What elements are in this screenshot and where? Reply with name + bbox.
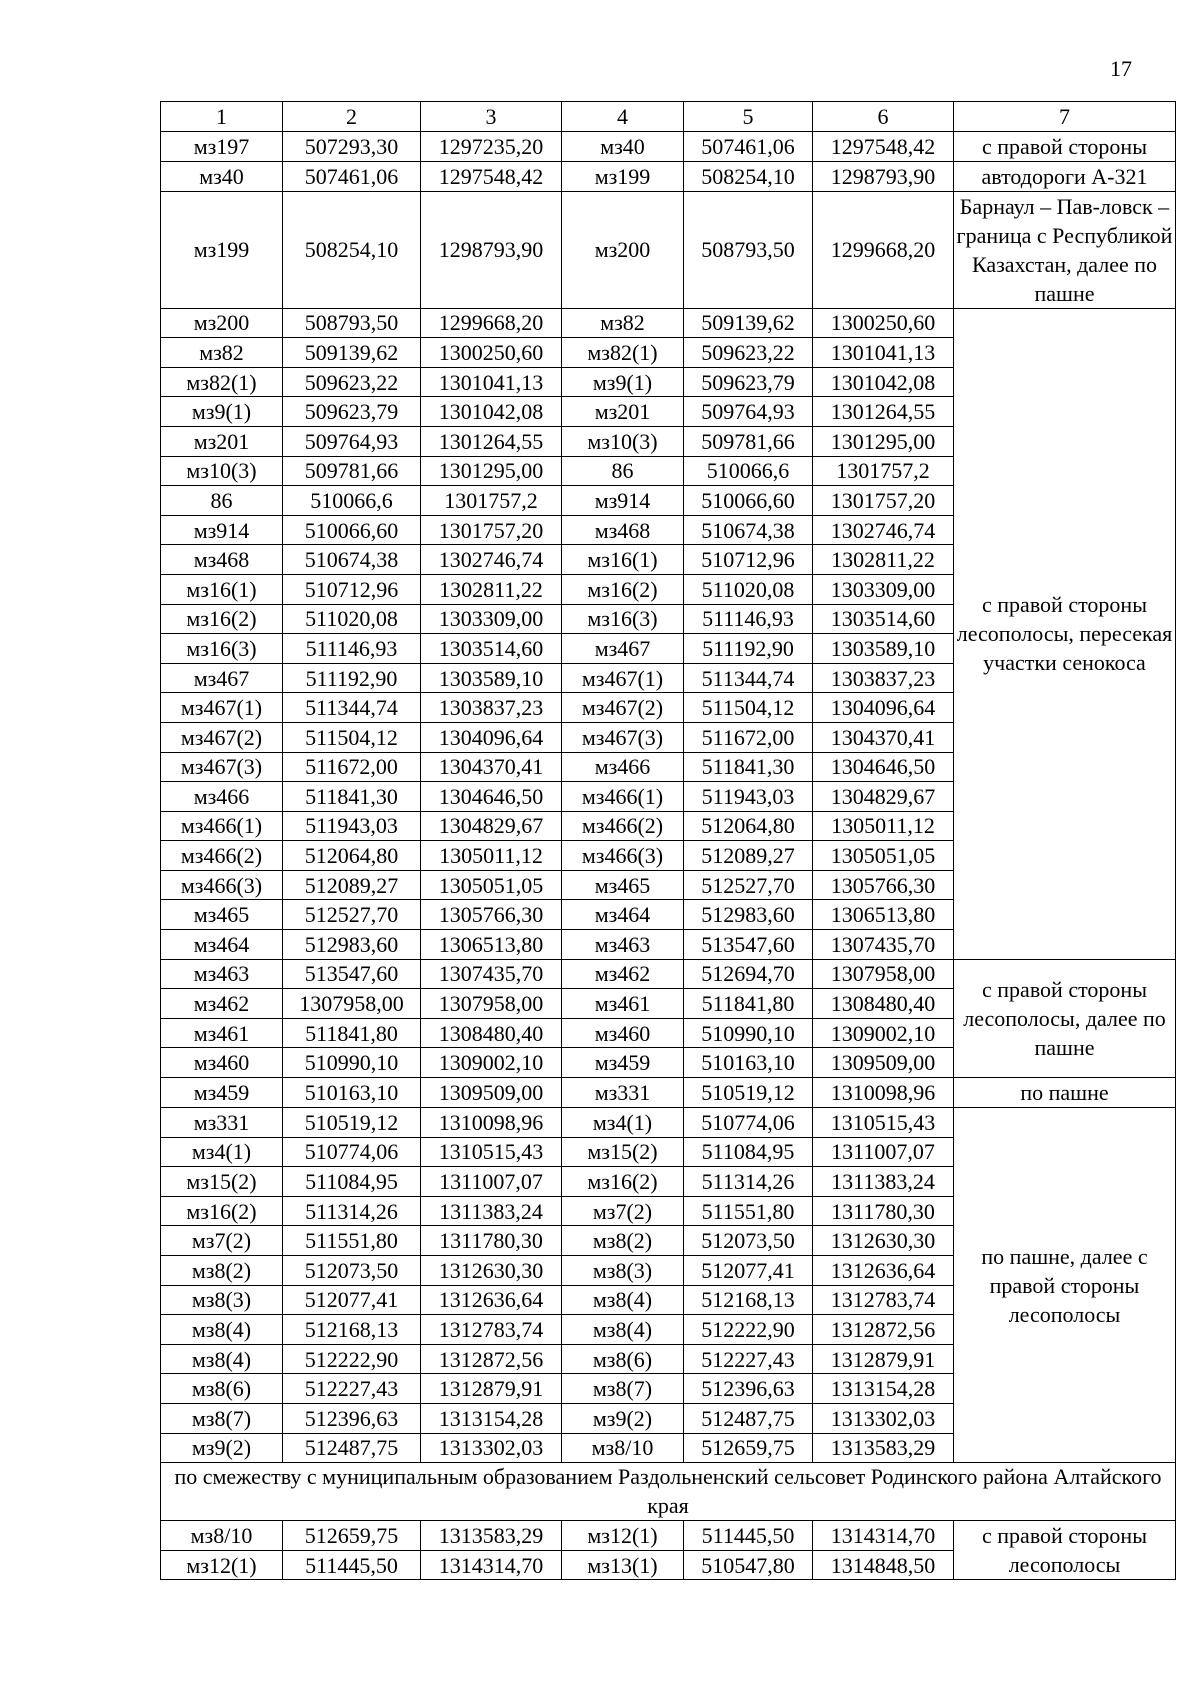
table-cell: 509764,93	[283, 426, 421, 456]
table-cell: 1312783,74	[813, 1285, 954, 1315]
table-cell: мз9(1)	[161, 397, 283, 427]
boundary-coordinates-table	[160, 101, 1176, 1580]
table-cell: мз7(2)	[562, 1196, 684, 1226]
header-cell: 5	[684, 102, 813, 132]
table-cell: 509139,62	[283, 338, 421, 368]
table-cell: 507461,06	[283, 161, 421, 191]
table-cell: мз463	[161, 959, 283, 989]
table-cell: мз461	[562, 989, 684, 1019]
table-cell: мз8(3)	[562, 1256, 684, 1286]
table-cell: 1297548,42	[813, 131, 954, 161]
table-cell: мз466(2)	[562, 811, 684, 841]
table-cell: 1301757,2	[421, 486, 562, 516]
table-cell: 1305011,12	[421, 841, 562, 871]
table-cell: 1301042,08	[421, 397, 562, 427]
table-row	[161, 161, 1176, 191]
table-cell: 509781,66	[283, 456, 421, 486]
table-cell: мз466	[161, 782, 283, 812]
table-cell: мз40	[161, 161, 283, 191]
table-cell: 510163,10	[283, 1078, 421, 1108]
table-cell: 1310098,96	[421, 1108, 562, 1138]
table-cell: мз82	[161, 338, 283, 368]
table-cell: 508793,50	[283, 308, 421, 338]
table-cell: 1303837,23	[813, 663, 954, 693]
table-cell: 510774,06	[684, 1108, 813, 1138]
table-cell: 511504,12	[283, 722, 421, 752]
table-cell: 1312872,56	[813, 1315, 954, 1345]
table-cell: мз914	[161, 515, 283, 545]
table-cell: мз467(1)	[562, 663, 684, 693]
table-cell: мз464	[562, 900, 684, 930]
table-cell: 1309509,00	[421, 1078, 562, 1108]
table-cell: 1299668,20	[421, 308, 562, 338]
table-cell: 512089,27	[684, 841, 813, 871]
table-cell: 1303514,60	[813, 604, 954, 634]
table-cell: 1301041,13	[421, 367, 562, 397]
table-cell: 1312879,91	[813, 1344, 954, 1374]
table-cell: мз199	[161, 191, 283, 308]
table-cell: 512077,41	[684, 1256, 813, 1286]
table-cell: 510066,6	[684, 456, 813, 486]
table-cell: 511504,12	[684, 693, 813, 723]
boundary-description-cell: по пашне, далее с правой стороны лесополосы	[954, 1108, 1176, 1463]
table-row	[161, 1108, 1176, 1138]
table-cell: 1310098,96	[813, 1078, 954, 1108]
table-cell: мз82(1)	[562, 338, 684, 368]
table-cell: 510066,60	[684, 486, 813, 516]
table-cell: мз16(3)	[161, 634, 283, 664]
table-cell: мз467(3)	[161, 752, 283, 782]
table-cell: 86	[161, 486, 283, 516]
table-row	[161, 131, 1176, 161]
table-cell: мз8(4)	[562, 1285, 684, 1315]
table-row	[161, 308, 1176, 338]
table-cell: 510519,12	[283, 1108, 421, 1138]
table-cell: 510774,06	[283, 1137, 421, 1167]
table-cell: 1302746,74	[421, 545, 562, 575]
table-cell: 1304096,64	[813, 693, 954, 723]
table-cell: 1312879,91	[421, 1374, 562, 1404]
table-cell: 1304646,50	[813, 752, 954, 782]
table-cell: 509764,93	[684, 397, 813, 427]
table-cell: мз462	[161, 989, 283, 1019]
table-cell: 511192,90	[283, 663, 421, 693]
table-cell: 1314314,70	[421, 1550, 562, 1580]
table-cell: 1303309,00	[421, 604, 562, 634]
table-cell: мз465	[562, 870, 684, 900]
table-cell: 512487,75	[283, 1433, 421, 1463]
table-row	[161, 1078, 1176, 1108]
table-cell: 1297235,20	[421, 131, 562, 161]
table-cell: 511020,08	[283, 604, 421, 634]
table-cell: мз16(3)	[562, 604, 684, 634]
table-cell: 510163,10	[684, 1048, 813, 1078]
table-cell: мз464	[161, 930, 283, 960]
table-cell: мз12(1)	[562, 1521, 684, 1551]
table-cell: 1311383,24	[421, 1196, 562, 1226]
header-cell: 2	[283, 102, 421, 132]
table-cell: 512983,60	[684, 900, 813, 930]
table-cell: мз467(3)	[562, 722, 684, 752]
table-cell: 1298793,90	[813, 161, 954, 191]
table-cell: мз40	[562, 131, 684, 161]
table-cell: 1301042,08	[813, 367, 954, 397]
table-cell: 1300250,60	[421, 338, 562, 368]
table-cell: мз8(7)	[562, 1374, 684, 1404]
boundary-description-cell: с правой стороны лесополосы, пересекая участки сенокоса	[954, 308, 1176, 959]
table-cell: мз466(3)	[562, 841, 684, 871]
table-cell: мз16(1)	[562, 545, 684, 575]
table-cell: 1310515,43	[421, 1137, 562, 1167]
boundary-description-cell: автодороги А-321	[954, 161, 1176, 191]
table-cell: 512222,90	[283, 1344, 421, 1374]
table-cell: мз8(2)	[562, 1226, 684, 1256]
table-cell: 86	[562, 456, 684, 486]
table-cell: 1307435,70	[421, 959, 562, 989]
table-cell: 1314314,70	[813, 1521, 954, 1551]
table-cell: мз16(2)	[562, 1167, 684, 1197]
header-cell: 7	[954, 102, 1176, 132]
table-cell: мз467	[562, 634, 684, 664]
table-cell: 508254,10	[283, 191, 421, 308]
table-cell: 512077,41	[283, 1285, 421, 1315]
table-cell: 1313583,29	[813, 1433, 954, 1463]
table-cell: 1297548,42	[421, 161, 562, 191]
table-cell: 512222,90	[684, 1315, 813, 1345]
table-row	[161, 959, 1176, 989]
table-cell: 1305766,30	[421, 900, 562, 930]
table-cell: мз7(2)	[161, 1226, 283, 1256]
table-cell: 1307958,00	[421, 989, 562, 1019]
header-cell: 1	[161, 102, 283, 132]
table-cell: мз8(4)	[161, 1315, 283, 1345]
table-cell: 512527,70	[283, 900, 421, 930]
table-cell: 1314848,50	[813, 1550, 954, 1580]
table-cell: 512073,50	[684, 1226, 813, 1256]
table-cell: мз201	[161, 426, 283, 456]
table-cell: мз9(2)	[161, 1433, 283, 1463]
table-cell: 507461,06	[684, 131, 813, 161]
table-cell: 511943,03	[684, 782, 813, 812]
table-cell: 509623,79	[684, 367, 813, 397]
table-cell: мз8(6)	[562, 1344, 684, 1374]
table-cell: 1311383,24	[813, 1167, 954, 1197]
table-cell: мз331	[562, 1078, 684, 1108]
table-cell: 511146,93	[283, 634, 421, 664]
table-cell: 1313154,28	[421, 1403, 562, 1433]
table-cell: 510519,12	[684, 1078, 813, 1108]
table-cell: мз10(3)	[562, 426, 684, 456]
table-cell: мз9(2)	[562, 1403, 684, 1433]
table-cell: 511551,80	[283, 1226, 421, 1256]
table-cell: 512168,13	[283, 1315, 421, 1345]
table-cell: 513547,60	[684, 930, 813, 960]
table-cell: 1305051,05	[421, 870, 562, 900]
boundary-description-cell: с правой стороны лесополосы, далее по пашне	[954, 959, 1176, 1077]
table-cell: 1301264,55	[421, 426, 562, 456]
table-cell: 512983,60	[283, 930, 421, 960]
table-cell: 1312636,64	[421, 1285, 562, 1315]
table-cell: 509623,79	[283, 397, 421, 427]
table-cell: 1304370,41	[813, 722, 954, 752]
table-cell: 1305011,12	[813, 811, 954, 841]
table-cell: 1304829,67	[813, 782, 954, 812]
table-cell: 512487,75	[684, 1403, 813, 1433]
table-cell: мз466(3)	[161, 870, 283, 900]
table-cell: 1313302,03	[813, 1403, 954, 1433]
table-cell: 510674,38	[684, 515, 813, 545]
table-cell: 1301041,13	[813, 338, 954, 368]
table-cell: 510066,60	[283, 515, 421, 545]
table-cell: 510990,10	[283, 1048, 421, 1078]
table-cell: мз461	[161, 1018, 283, 1048]
header-cell: 6	[813, 102, 954, 132]
table-cell: 508254,10	[684, 161, 813, 191]
page-number: 17	[1110, 56, 1132, 81]
table-cell: 1302746,74	[813, 515, 954, 545]
table-cell: 509781,66	[684, 426, 813, 456]
table-cell: 1311007,07	[813, 1137, 954, 1167]
table-cell: мз467(1)	[161, 693, 283, 723]
table-cell: 512073,50	[283, 1256, 421, 1286]
table-cell: 510066,6	[283, 486, 421, 516]
table-cell: 511344,74	[684, 663, 813, 693]
table-cell: 1312630,30	[421, 1256, 562, 1286]
table-cell: 511146,93	[684, 604, 813, 634]
table-cell: 511445,50	[684, 1521, 813, 1551]
table-cell: 511841,80	[283, 1018, 421, 1048]
table-cell: 1301264,55	[813, 397, 954, 427]
table-cell: 1304096,64	[421, 722, 562, 752]
table-cell: 1301757,20	[421, 515, 562, 545]
section-heading: по смежеству с муниципальным образованием Раздольненский сельсовет Родинского района Алтайского края	[161, 1463, 1176, 1521]
table-cell: 513547,60	[283, 959, 421, 989]
table-cell: 1307958,00	[813, 959, 954, 989]
table-cell: мз468	[562, 515, 684, 545]
table-cell: мз12(1)	[161, 1550, 283, 1580]
table-cell: 512064,80	[283, 841, 421, 871]
table-cell: 1312636,64	[813, 1256, 954, 1286]
table-cell: 1303837,23	[421, 693, 562, 723]
table-cell: 1308480,40	[421, 1018, 562, 1048]
table-cell: мз200	[161, 308, 283, 338]
table-cell: 1299668,20	[813, 191, 954, 308]
table-cell: 1303589,10	[421, 663, 562, 693]
table-cell: 1311007,07	[421, 1167, 562, 1197]
table-cell: мз466(2)	[161, 841, 283, 871]
table-row	[161, 1521, 1176, 1551]
table-cell: 1306513,80	[421, 930, 562, 960]
table-cell: мз459	[562, 1048, 684, 1078]
table-cell: 1310515,43	[813, 1108, 954, 1138]
table-cell: 512227,43	[684, 1344, 813, 1374]
table-cell: 509139,62	[684, 308, 813, 338]
table-cell: 511344,74	[283, 693, 421, 723]
table-cell: 511672,00	[283, 752, 421, 782]
header-row	[161, 102, 1176, 132]
table-cell: 1303514,60	[421, 634, 562, 664]
table-cell: 512089,27	[283, 870, 421, 900]
boundary-description-cell: с правой стороны	[954, 131, 1176, 161]
table-cell: 512694,70	[684, 959, 813, 989]
table-cell: 1311780,30	[813, 1196, 954, 1226]
table-cell: мз466(1)	[161, 811, 283, 841]
table-cell: мз8(4)	[161, 1344, 283, 1374]
table-cell: 509623,22	[283, 367, 421, 397]
table-cell: 512396,63	[684, 1374, 813, 1404]
table-cell: мз8(3)	[161, 1285, 283, 1315]
table-cell: мз16(2)	[562, 574, 684, 604]
table-cell: 511841,30	[283, 782, 421, 812]
table-cell: 512396,63	[283, 1403, 421, 1433]
table-cell: 1302811,22	[421, 574, 562, 604]
table-cell: мз8/10	[562, 1433, 684, 1463]
header-cell: 3	[421, 102, 562, 132]
table-cell: 1309509,00	[813, 1048, 954, 1078]
table-cell: 1303589,10	[813, 634, 954, 664]
table-cell: 510674,38	[283, 545, 421, 575]
table-cell: 512659,75	[283, 1521, 421, 1551]
table-cell: мз82	[562, 308, 684, 338]
table-cell: 1312783,74	[421, 1315, 562, 1345]
table-cell: мз460	[562, 1018, 684, 1048]
table-cell: мз16(2)	[161, 604, 283, 634]
table-cell: 1313154,28	[813, 1374, 954, 1404]
table-cell: мз8(2)	[161, 1256, 283, 1286]
table-cell: мз466	[562, 752, 684, 782]
table-cell: 1300250,60	[813, 308, 954, 338]
table-cell: 1305051,05	[813, 841, 954, 871]
table-cell: 511672,00	[684, 722, 813, 752]
table-cell: 509623,22	[684, 338, 813, 368]
table-cell: 511192,90	[684, 634, 813, 664]
table-cell: мз466(1)	[562, 782, 684, 812]
table-cell: 511841,80	[684, 989, 813, 1019]
table-cell: 1304646,50	[421, 782, 562, 812]
table-cell: мз4(1)	[161, 1137, 283, 1167]
table-cell: мз8(6)	[161, 1374, 283, 1404]
table-cell: 508793,50	[684, 191, 813, 308]
table-cell: мз16(2)	[161, 1196, 283, 1226]
table-cell: 512659,75	[684, 1433, 813, 1463]
table-cell: мз467(2)	[161, 722, 283, 752]
table-cell: 507293,30	[283, 131, 421, 161]
table-cell: 512227,43	[283, 1374, 421, 1404]
section-row	[161, 1463, 1176, 1521]
table-cell: мз465	[161, 900, 283, 930]
table-cell: мз8/10	[161, 1521, 283, 1551]
table-cell: 510712,96	[283, 574, 421, 604]
table-cell: 1309002,10	[813, 1018, 954, 1048]
boundary-description-cell: с правой стороны лесополосы	[954, 1521, 1176, 1580]
table-cell: мз15(2)	[562, 1137, 684, 1167]
table-cell: 1311780,30	[421, 1226, 562, 1256]
table-cell: 512527,70	[684, 870, 813, 900]
table-cell: мз82(1)	[161, 367, 283, 397]
table-cell: мз331	[161, 1108, 283, 1138]
table-cell: мз8(4)	[562, 1315, 684, 1345]
table-cell: 1307958,00	[283, 989, 421, 1019]
table-cell: мз200	[562, 191, 684, 308]
table-cell: мз13(1)	[562, 1550, 684, 1580]
table-cell: мз4(1)	[562, 1108, 684, 1138]
table-cell: 511084,95	[684, 1137, 813, 1167]
table-cell: мз199	[562, 161, 684, 191]
table-cell: мз201	[562, 397, 684, 427]
table-body	[161, 102, 1176, 1580]
header-cell: 4	[562, 102, 684, 132]
table-cell: 512064,80	[684, 811, 813, 841]
table-cell: мз8(7)	[161, 1403, 283, 1433]
table-cell: мз10(3)	[161, 456, 283, 486]
table-cell: 1308480,40	[813, 989, 954, 1019]
table-cell: мз463	[562, 930, 684, 960]
table-cell: 512168,13	[684, 1285, 813, 1315]
table-cell: 511943,03	[283, 811, 421, 841]
table-cell: 511841,30	[684, 752, 813, 782]
table-cell: мз468	[161, 545, 283, 575]
table-cell: мз462	[562, 959, 684, 989]
table-cell: 1312872,56	[421, 1344, 562, 1374]
table-cell: 511314,26	[283, 1196, 421, 1226]
table-cell: 1298793,90	[421, 191, 562, 308]
table-cell: 1312630,30	[813, 1226, 954, 1256]
table-cell: мз467	[161, 663, 283, 693]
table-cell: 511445,50	[283, 1550, 421, 1580]
table-cell: 1307435,70	[813, 930, 954, 960]
table-cell: 510547,80	[684, 1550, 813, 1580]
table-cell: 1309002,10	[421, 1048, 562, 1078]
table-cell: 1302811,22	[813, 545, 954, 575]
table-cell: 1301757,2	[813, 456, 954, 486]
table-cell: 510712,96	[684, 545, 813, 575]
table-cell: 1313302,03	[421, 1433, 562, 1463]
table-cell: мз459	[161, 1078, 283, 1108]
table-cell: 1306513,80	[813, 900, 954, 930]
table-cell: мз16(1)	[161, 574, 283, 604]
table-cell: 1301757,20	[813, 486, 954, 516]
table-cell: мз467(2)	[562, 693, 684, 723]
table-cell: мз15(2)	[161, 1167, 283, 1197]
table-cell: мз197	[161, 131, 283, 161]
table-cell: 511551,80	[684, 1196, 813, 1226]
boundary-description-cell: Барнаул – Пав-ловск – граница с Республикой Казахстан, далее по пашне	[954, 191, 1176, 308]
table-cell: мз914	[562, 486, 684, 516]
table-cell: 1303309,00	[813, 574, 954, 604]
table-cell: 510990,10	[684, 1018, 813, 1048]
table-cell: 1301295,00	[421, 456, 562, 486]
table-cell: мз9(1)	[562, 367, 684, 397]
table-cell: 1304370,41	[421, 752, 562, 782]
table-cell: 511084,95	[283, 1167, 421, 1197]
table-cell: 1301295,00	[813, 426, 954, 456]
table-cell: мз460	[161, 1048, 283, 1078]
table-cell: 511314,26	[684, 1167, 813, 1197]
table-cell: 1313583,29	[421, 1521, 562, 1551]
table-cell: 1305766,30	[813, 870, 954, 900]
table-cell: 1304829,67	[421, 811, 562, 841]
table-cell: 511020,08	[684, 574, 813, 604]
boundary-description-cell: по пашне	[954, 1078, 1176, 1108]
